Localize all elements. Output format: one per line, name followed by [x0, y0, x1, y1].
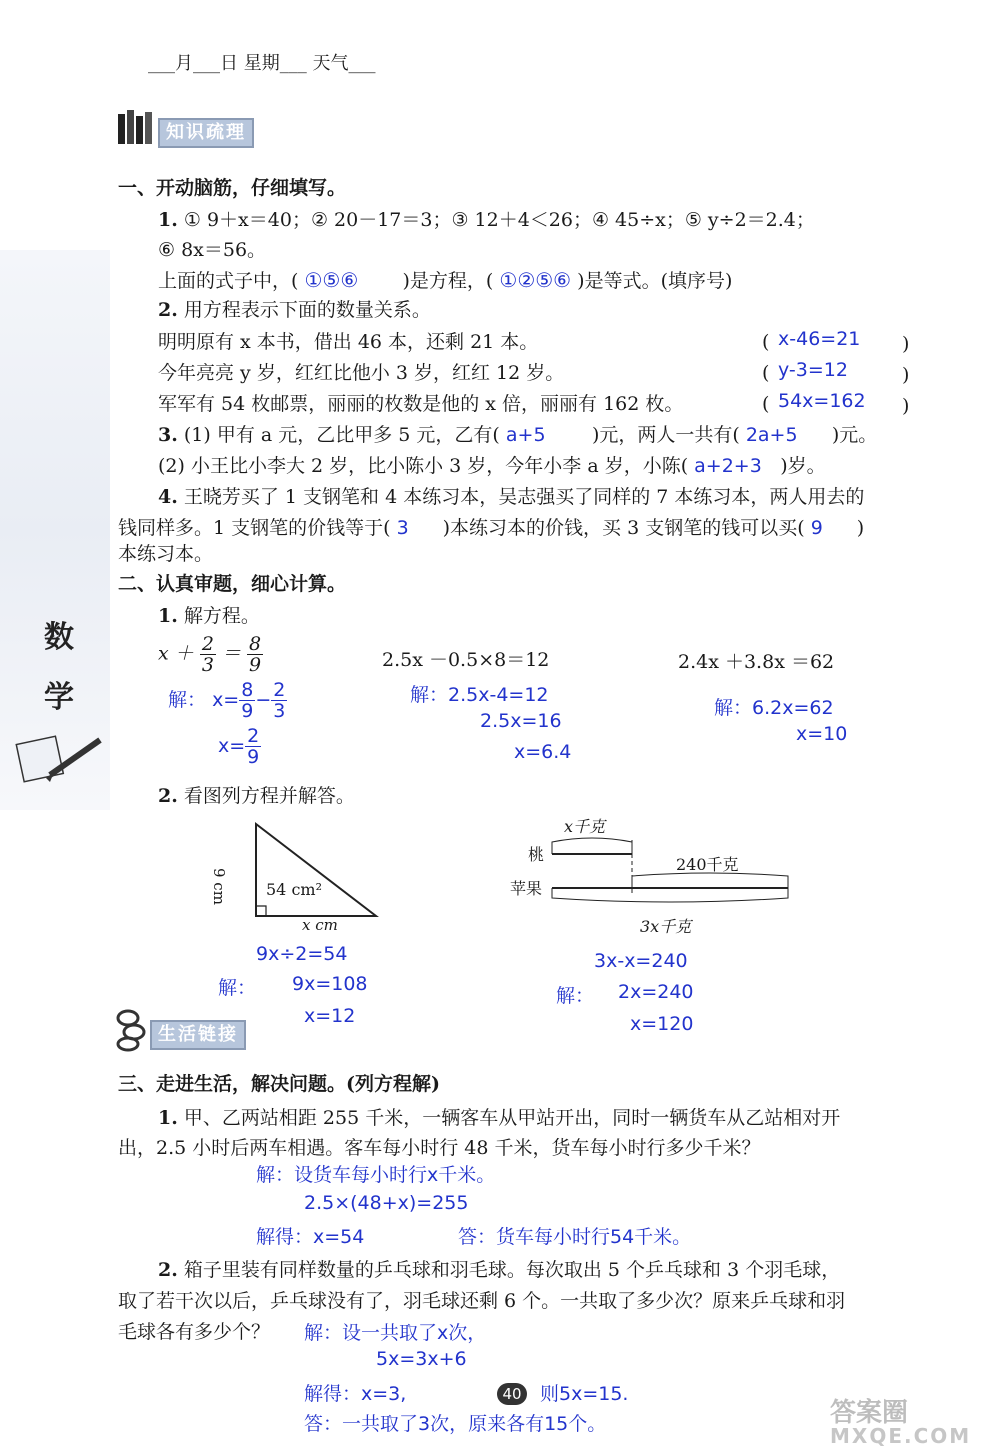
- tri-solution-2: 9x=108: [292, 973, 368, 995]
- s3-q2-solution-3: 解得：x=3,: [304, 1383, 407, 1405]
- eq1-sol-n3: 2: [247, 725, 260, 747]
- s3-q1-solution-4: 答：货车每小时行54千米。: [458, 1226, 692, 1248]
- q2-row-1: 明明原有 x 本书，借出 46 本，还剩 21 本。: [158, 331, 539, 353]
- q1-number: 1.: [158, 209, 178, 231]
- eq1-lhs: x ＋: [158, 642, 194, 665]
- q3b-line: [158, 454, 826, 478]
- q1-fill-mid: )是方程，(: [402, 270, 494, 292]
- q2-title-line: [158, 298, 431, 322]
- q3a-answer-1: a+5: [505, 424, 546, 446]
- s2-q1-title: 解方程。: [183, 605, 260, 627]
- q1-line1: [158, 208, 815, 232]
- page-number: 40: [497, 1383, 527, 1405]
- q3a-text-3: )元。: [831, 424, 878, 446]
- s3-q2-line3: 毛球各有多少个？: [118, 1321, 271, 1343]
- s3-q2-text-1: 箱子里装有同样数量的乒乓球和羽毛球。每次取出 5 个乒乓球和 3 个羽毛球，: [183, 1259, 841, 1281]
- q3-number: 3.: [158, 424, 178, 446]
- s3-q1-text-1: 甲、乙两站相距 255 千米，一辆客车从甲站开出，同时一辆货车从乙站相对开: [183, 1107, 841, 1129]
- eq1-sol-d1: 9: [241, 700, 254, 722]
- eq1-sol-label: 解：: [168, 689, 207, 711]
- s3-q1-line2: 出，2.5 小时后两车相遇。客车每小时行 48 千米，货车每小时行多少千米？: [118, 1137, 761, 1159]
- eq1-sol-n1: 8: [241, 679, 254, 701]
- books-icon: [116, 108, 156, 146]
- date-line: ___月___日 星期___ 天气___: [148, 53, 376, 74]
- q4-line1: [158, 485, 864, 509]
- q1-expressions: ① 9＋x＝40；② 20－17＝3；③ 12＋4＜26；④ 45÷x；⑤ y÷2＝2.4；: [183, 209, 815, 231]
- tri-solution-1: 9x÷2=54: [256, 943, 348, 965]
- s3-q2-solution-5: 答：一共取了3次，原来各有15个。: [304, 1413, 607, 1435]
- q3a-line: [158, 423, 877, 447]
- eq3-solution-2: x=10: [796, 723, 848, 745]
- q1-line2: ⑥ 8x＝56。: [158, 239, 267, 261]
- equation-2: 2.5x －0.5×8＝12: [382, 649, 550, 671]
- s2-q2-title: 看图列方程并解答。: [183, 785, 355, 807]
- equation-1: [158, 634, 263, 675]
- banner-life: 生活链接: [150, 1020, 246, 1050]
- q2-answer-3: 54x=162: [778, 390, 866, 412]
- eq1-solution-2: [218, 726, 261, 767]
- eq1-sol-d3: 9: [247, 746, 260, 768]
- q1-fill-suffix: )是等式。(填序号): [577, 270, 733, 292]
- s2-q2-number: 2.: [158, 785, 178, 807]
- seg-solution-3: x=120: [630, 1013, 694, 1035]
- q1-answer-equations: ①⑤⑥: [304, 268, 359, 292]
- tri-solution-3: x=12: [304, 1005, 356, 1027]
- eq1-sol-d2: 3: [273, 700, 286, 722]
- q4-line2: [118, 516, 864, 540]
- segment-apple-label: 苹果: [510, 879, 543, 898]
- seg-solution-label: 解：: [556, 985, 595, 1007]
- q2-number: 2.: [158, 299, 178, 321]
- side-char-math-1: 数: [44, 620, 74, 655]
- s3-q2-line2: 取了若干次以后，乒乓球没有了，羽毛球还剩 6 个。一共取了多少次？原来乒乓球和羽: [118, 1290, 846, 1312]
- triangle-side-label: 9 cm: [210, 868, 228, 905]
- eq1-rden: 9: [249, 654, 262, 676]
- banner-knowledge: 知识疏理: [158, 118, 254, 148]
- s3-q2-line1: [158, 1258, 840, 1282]
- eq1-sol-minus: −: [255, 689, 272, 711]
- segment-diagram: [540, 830, 800, 920]
- s3-q1-solution-3: 解得：x=54: [256, 1226, 365, 1248]
- eq1-equals: ＝: [221, 642, 241, 665]
- q2-row-2: 今年亮亮 y 岁，红红比他小 3 岁，红红 12 岁。: [158, 362, 565, 384]
- watermark-url: MXQE.COM: [830, 1424, 972, 1448]
- segment-bottom-label: 3x千克: [640, 917, 692, 936]
- s3-q2-number: 2.: [158, 1259, 178, 1281]
- q3b-answer: a+2+3: [694, 455, 762, 477]
- q2-answer-1: x-46=21: [778, 328, 861, 350]
- q3a-answer-2: 2a+5: [745, 424, 798, 446]
- section3-title: 三、走进生活，解决问题。(列方程解): [118, 1073, 440, 1095]
- eq1-solution-1: [168, 680, 287, 721]
- q2-answer-2: y-3=12: [778, 359, 848, 381]
- q2-row-3: 军军有 54 枚邮票，丽丽的枚数是他的 x 倍，丽丽有 162 枚。: [158, 393, 684, 415]
- eq1-num: 2: [201, 633, 214, 655]
- section2-title: 二、认真审题，细心计算。: [118, 573, 347, 595]
- q1-fill-line: [158, 268, 732, 293]
- equation-3: 2.4x ＋3.8x ＝62: [678, 651, 835, 673]
- s3-q2-solution-2: 5x=3x+6: [376, 1348, 467, 1370]
- seg-solution-2: 2x=240: [618, 981, 694, 1003]
- s3-q2-solution-1: 解：设一共取了x次，: [304, 1322, 487, 1344]
- q1-answer-identities: ①②⑤⑥: [499, 268, 572, 292]
- segment-top-label: x千克: [564, 817, 606, 836]
- q3a-text-1: (1) 甲有 a 元，乙比甲多 5 元，乙有(: [183, 424, 500, 446]
- q1-fill-prefix: 上面的式子中，(: [158, 270, 299, 292]
- q4-answer-2: 9: [810, 517, 823, 539]
- triangle-area-label: 54 cm²: [266, 880, 322, 899]
- tri-solution-label: 解：: [218, 977, 257, 999]
- side-char-math-2: 学: [44, 680, 74, 715]
- section1-title: 一、开动脑筋，仔细填写。: [118, 177, 347, 199]
- s3-q1-solution-2: 2.5×(48+x)=255: [304, 1192, 469, 1214]
- q4-number: 4.: [158, 486, 178, 508]
- q3b-text-1: (2) 小王比小李大 2 岁，比小陈小 3 岁，今年小李 a 岁，小陈(: [158, 455, 689, 477]
- seg-solution-1: 3x-x=240: [594, 950, 688, 972]
- watermark-logo: 答案圈: [830, 1398, 909, 1428]
- eq3-solution-1: 解：6.2x=62: [714, 697, 834, 719]
- q4-text-2a: 钱同样多。1 支钢笔的价钱等于(: [118, 517, 391, 539]
- q4-text-2b: )本练习本的价钱，买 3 支钢笔的钱可以买(: [442, 517, 805, 539]
- eq1-sol-x1: x=: [212, 689, 240, 711]
- sidebar-decoration: [0, 250, 110, 810]
- eq2-solution-3: x=6.4: [514, 741, 572, 763]
- q4-answer-1: 3: [396, 517, 409, 539]
- q3a-text-2: )元，两人一共有(: [591, 424, 740, 446]
- s2-q1-number: 1.: [158, 605, 178, 627]
- eq2-solution-1: 解：2.5x-4=12: [410, 684, 549, 706]
- s3-q2-solution-4: 则5x=15.: [540, 1383, 629, 1405]
- s2-q1-title-line: [158, 604, 260, 628]
- q4-text-1: 王晓芳买了 1 支钢笔和 4 本练习本，吴志强买了同样的 7 本练习本，两人用去的: [183, 486, 865, 508]
- segment-peach-label: 桃: [528, 845, 545, 864]
- s2-q2-title-line: [158, 784, 355, 808]
- q3b-text-2: )岁。: [780, 455, 826, 477]
- pencil-icon: [10, 730, 105, 790]
- q4-text-2c: ): [856, 517, 865, 539]
- eq1-den: 3: [201, 654, 214, 676]
- s3-q1-number: 1.: [158, 1107, 178, 1129]
- eq1-sol-x2: x=: [218, 735, 246, 757]
- triangle-base-label: x cm: [302, 916, 338, 934]
- s3-q1-solution-1: 解：设货车每小时行x千米。: [256, 1164, 496, 1186]
- eq1-rnum: 8: [249, 633, 262, 655]
- s3-q1-line1: [158, 1106, 840, 1130]
- q4-line3: 本练习本。: [118, 543, 214, 565]
- link-icon: [112, 1004, 152, 1052]
- segment-mid-label: 240千克: [676, 855, 739, 874]
- eq1-sol-n2: 2: [273, 679, 286, 701]
- eq2-solution-2: 2.5x=16: [480, 710, 562, 732]
- q2-title: 用方程表示下面的数量关系。: [183, 299, 431, 321]
